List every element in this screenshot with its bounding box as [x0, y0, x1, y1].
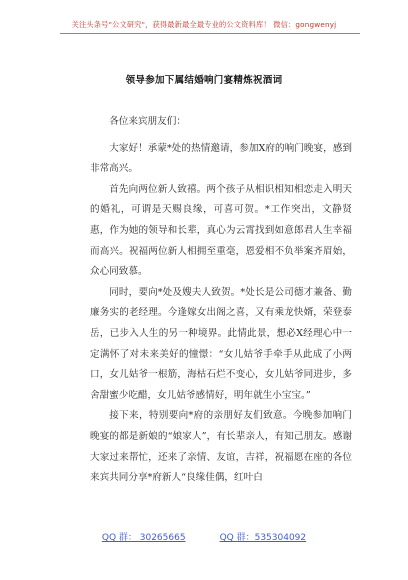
paragraph: 首先向两位新人致禧。两个孩子从相识相知相恋走入明天的婚礼，可谓是天赐良缘，可喜可贺。*工作突出，文静贤惠，作为她的领导和长辈，真心为云霄找到如意郎君人生幸福而高兴。祝福两位新人相拥至重毫，恩爱相不负举案齐眉始，众心同致慕。 [90, 183, 352, 278]
footer-contact [0, 530, 408, 543]
footer-qq-group-2[interactable]: QQ 群：535304092 [219, 533, 307, 543]
document-title: 领导参加下属结婚响门宴精炼祝酒词 [125, 75, 283, 86]
paragraph: 同时，要向*处及嫂夫人致贺。*处长是公司德才兼备、勤廉务实的老经理。今逢嫁女出阁之喜，又有乘龙快婿，荣登泰岳，已步入人生的另一种境界。此情此景，想必X经理心中一定满怀了对未来美好的憧憬：“女儿姑爷手牵手从此成了小两口，女儿姑爷一根筋，海枯石烂不变心，女儿姑爷同进步，多舍甜蜜少吃醋，女儿姑爷感情好，明年就生小宝宝。” [90, 286, 352, 401]
header-divider [60, 33, 360, 34]
document-body [90, 112, 352, 489]
greeting-line: 各位来宾朋友们： [109, 116, 186, 127]
paragraph: 大家好！承蒙*处的热情邀请，参加X府的响门晚宴，感到非常高兴。 [90, 142, 352, 175]
header-promo-note: 关注头条号"公文研究"，获得最新最全最专业的公文资料库！ 微信：gongwenyj [71, 20, 337, 29]
paragraph: 接下来，特别要向*府的亲朋好友们致意。今晚参加响门晚宴的都是新娘的“娘家人”，有长辈亲人，有知己朋友。感谢大家过来帮忙，还来了亲情、友谊，吉祥，祝福愿在座的各位来宾共同分享*府新人“良缘佳偶，红叶白 [90, 410, 352, 484]
footer-qq-group-1[interactable]: QQ 群： 30265665 [101, 533, 186, 543]
